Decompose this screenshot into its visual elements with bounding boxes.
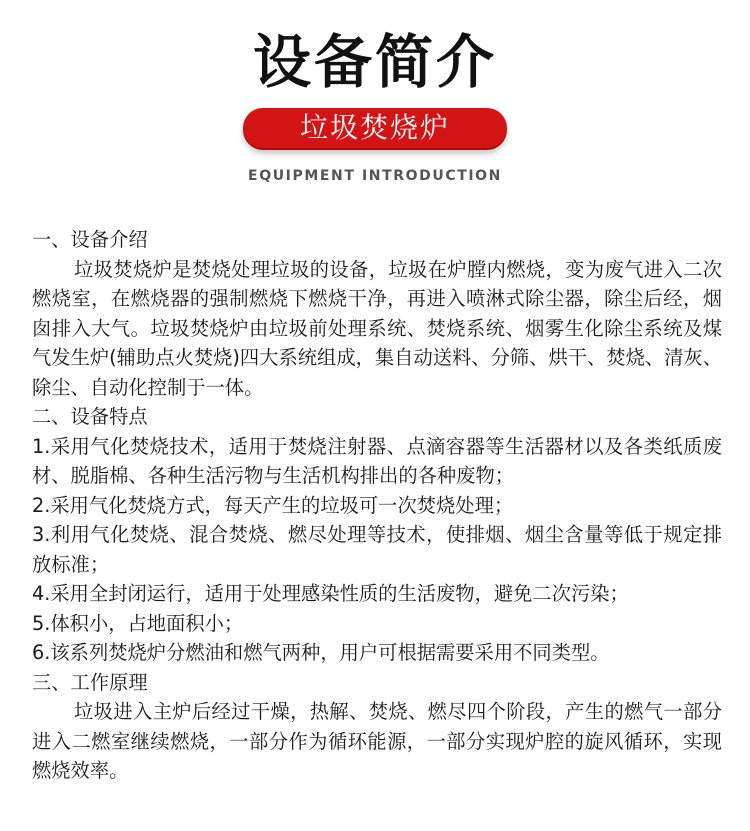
page-subtitle: EQUIPMENT INTRODUCTION [248,168,502,184]
feature-item: 2.采用气化焚烧方式，每天产生的垃圾可一次焚烧处理； [32,493,514,517]
page-title: 设备简介 [252,28,497,96]
feature-item: 3.利用气化焚烧、混合焚烧、燃尽处理等技术，使排烟、烟尘含量等低于规定排放标准； [32,523,722,576]
section-body-principle: 垃圾进入主炉后经过干燥，热解、焚烧、燃尽四个阶段，产生的燃气一部分进入二燃室继续燃烧，一部分作为循环能源，一部分实现炉腔的旋风循环，实现燃烧效率。 [32,700,722,782]
section-body-intro: 垃圾焚烧炉是焚烧处理垃圾的设备，垃圾在炉膛内燃烧，变为废气进入二次燃烧室，在燃烧器的强制燃烧下燃烧干净，再进入喷淋式除尘器，除尘后经，烟囱排入大气。垃圾焚烧炉由垃圾前处理系统、焚烧系统、烟雾生化除尘系统及煤气发生炉(辅助点火焚烧)四大系统组成，集自动送料、分筛、烘干、焚烧、清灰、除尘、自动化控制于一体。 [32,257,722,399]
section-heading-principle: 三、工作原理 [32,670,148,694]
feature-item: 4.采用全封闭运行，适用于处理感染性质的生活废物，避免二次污染； [32,582,629,605]
product-badge: 垃圾焚烧炉 [243,108,507,148]
section-heading-intro: 一、设备介绍 [32,228,148,251]
section-heading-features: 二、设备特点 [32,405,148,428]
article-body [32,225,722,786]
page-header [0,0,750,200]
feature-item: 5.体积小，占地面积小； [32,611,244,635]
product-badge-wrap [0,108,750,154]
feature-item: 1.采用气化焚烧技术，适用于焚烧注射器、点滴容器等生活器材以及各类纸质废材、脱脂棉、各种生活污物与生活机构排出的各种废物； [32,434,722,487]
feature-item: 6.该系列焚烧炉分燃油和燃气两种，用户可根据需要采用不同类型。 [32,641,610,664]
